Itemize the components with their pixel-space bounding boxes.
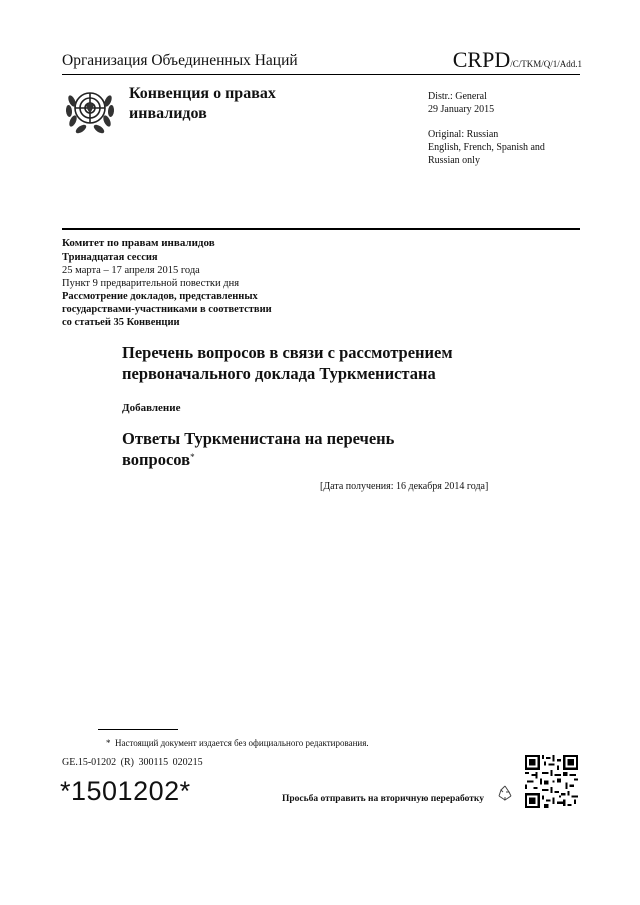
symbol-main: CRPD xyxy=(452,47,511,72)
agenda-title-line1: Рассмотрение докладов, представленных xyxy=(62,291,258,302)
committee-block xyxy=(62,237,362,329)
document-subtitle-line2: вопросов xyxy=(122,450,191,469)
addendum-label: Добавление xyxy=(122,402,181,414)
un-emblem-icon xyxy=(64,83,116,135)
convention-title-line1: Конвенция о правах xyxy=(129,85,276,102)
committee-name: Комитет по правам инвалидов xyxy=(62,237,215,249)
document-title-line2: первоначального доклада Туркменистана xyxy=(122,364,436,383)
org-name: Организация Объединенных Наций xyxy=(62,52,298,69)
barcode-text: *1501202* xyxy=(60,776,191,806)
languages-block xyxy=(428,128,578,167)
session-dates: 25 марта – 17 апреля 2015 года xyxy=(62,265,200,276)
footnote-text: Настоящий документ издается без официального редактирования. xyxy=(115,738,369,748)
document-subtitle-line1: Ответы Туркменистана на перечень xyxy=(122,429,395,448)
document-symbol xyxy=(453,47,582,73)
document-subtitle xyxy=(122,428,522,470)
document-title xyxy=(122,342,562,384)
footnote-rule xyxy=(98,729,178,730)
agenda-item: Пункт 9 предварительной повестки дня xyxy=(62,278,240,289)
recycle-icon xyxy=(496,784,514,802)
agenda-title-line3: со статьей 35 Конвенции xyxy=(62,317,180,328)
distribution-block xyxy=(428,90,494,116)
section-rule xyxy=(62,228,580,230)
agenda-title-line2: государствами-участниками в соответствии xyxy=(62,304,272,315)
convention-title xyxy=(129,84,329,124)
languages-line2: Russian only xyxy=(428,155,480,166)
distr-date: 29 January 2015 xyxy=(428,104,495,115)
document-title-line1: Перечень вопросов в связи с рассмотрением xyxy=(122,343,453,362)
recycle-text: Просьба отправить на вторичную переработку xyxy=(282,794,484,804)
header-rule xyxy=(62,74,580,75)
distr-label: Distr.: General xyxy=(428,91,487,102)
footnote-reference[interactable]: * xyxy=(190,452,195,462)
original-language: Original: Russian xyxy=(428,129,499,140)
date-received: [Дата получения: 16 декабря 2014 года] xyxy=(320,481,489,492)
footnote-mark: * xyxy=(106,738,111,748)
convention-title-line2: инвалидов xyxy=(129,105,207,122)
footnote xyxy=(106,738,369,748)
symbol-rest: /C/TKM/Q/1/Add.1 xyxy=(510,59,582,69)
languages-line1: English, French, Spanish and xyxy=(428,142,545,153)
qr-code-icon xyxy=(525,755,578,808)
job-number: GE.15-01202 (R) 300115 020215 xyxy=(62,757,203,768)
session-label: Тринадцатая сессия xyxy=(62,252,158,263)
